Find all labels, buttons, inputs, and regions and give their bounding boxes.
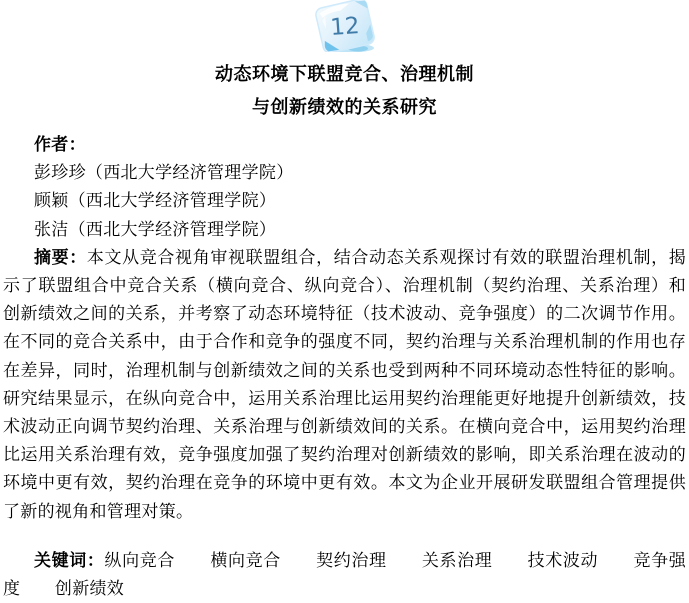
author-line-2: 顾颖（西北大学经济管理学院） <box>34 191 277 212</box>
badge-number-text: 12 <box>328 13 360 41</box>
chapter-number-badge <box>300 0 390 52</box>
keywords-label: 关键词： <box>34 550 105 571</box>
author-line-3: 张洁（西北大学经济管理学院） <box>34 219 277 240</box>
paper-title <box>3 58 686 124</box>
abstract-label: 摘要： <box>34 247 87 268</box>
author-line-1: 彭珍珍（西北大学经济管理学院） <box>34 163 294 184</box>
paper-title-line1: 动态环境下联盟竞合、治理机制 <box>215 64 474 85</box>
authors-label-line <box>3 131 686 159</box>
abstract-paragraph <box>3 244 686 526</box>
keywords-text: 纵向竞合 横向竞合 契约治理 关系治理 技术波动 竞争强度 创新绩效 <box>3 550 686 600</box>
paper-title-line2: 与创新绩效的关系研究 <box>252 97 437 118</box>
authors-label: 作者： <box>34 135 86 155</box>
keywords-paragraph <box>3 547 686 603</box>
abstract-text: 本文从竞合视角审视联盟组合，结合动态关系观探讨有效的联盟治理机制，揭示了联盟组合中竞合关系（横向竞合、纵向竞合）、治理机制（契约治理、关系治理）和创新绩效之间的关系，并考察了动态环境特征（技术波动、竞争强度）的二次调节作用。在不同的竞合关系中，由于合作和竞争的强度不同，契约治理与关系治理机制的作用也存在差异，同时，治理机制与创新绩效之间的关系也受到两种不同环境动态性特征的影响。研究结果显示，在纵向竞合中，运用关系治理比运用契约治理能更好地提升创新绩效，技术波动正向调节契约治理、关系治理与创新绩效间的关系。在横向竞合中，运用契约治理比运用关系治理有效，竞争强度加强了契约治理对创新绩效的影响，即关系治理在波动的环境中更有效，契约治理在竞争的环境中更有效。本文为企业开展研发联盟组合管理提供了新的视角和管理对策。 <box>3 247 687 522</box>
ice-cube-icon <box>300 0 390 52</box>
